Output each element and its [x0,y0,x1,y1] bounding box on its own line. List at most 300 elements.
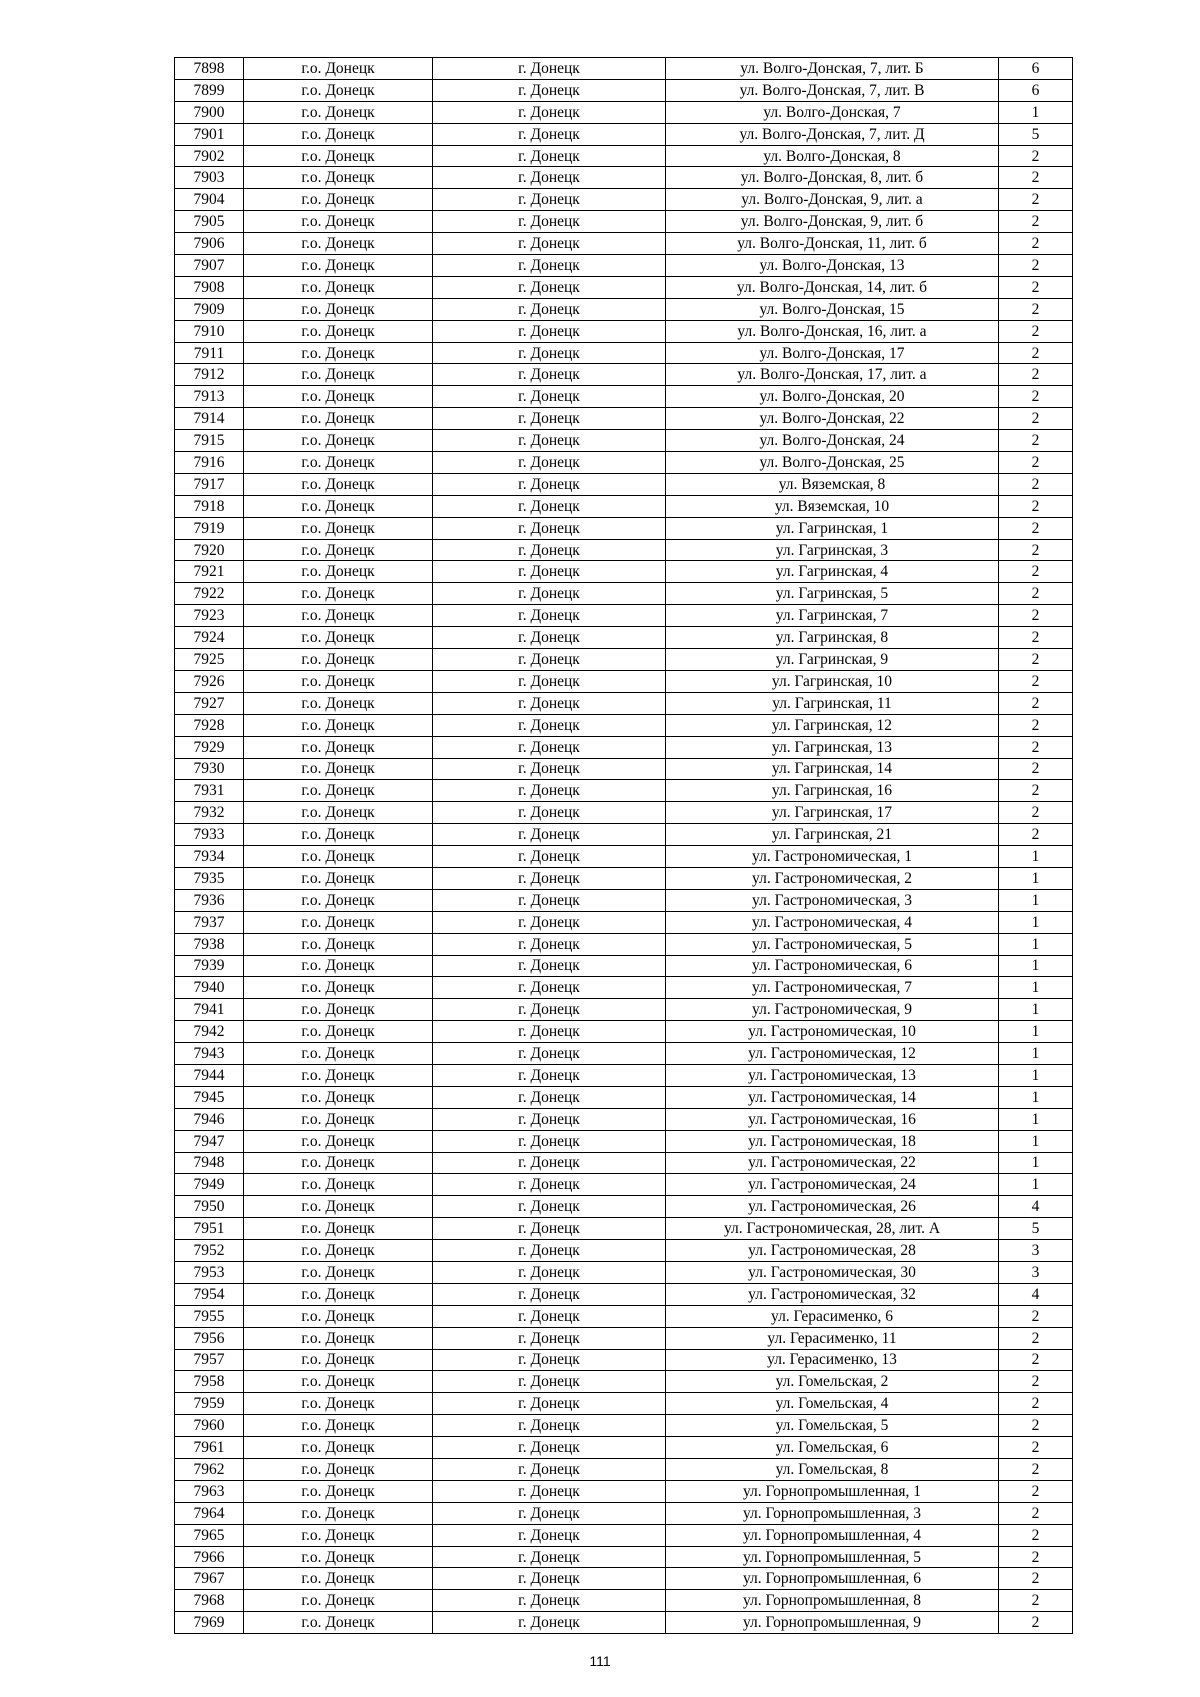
address-cell: ул. Гастрономическая, 13 [666,1064,999,1086]
row-number-cell: 7940 [175,977,244,999]
row-number-cell: 7915 [175,430,244,452]
city-cell: г. Донецк [433,1327,666,1349]
district-cell: г.о. Донецк [244,452,433,474]
row-number-cell: 7913 [175,386,244,408]
city-cell: г. Донецк [433,736,666,758]
table-row [175,911,1073,933]
district-cell: г.о. Донецк [244,714,433,736]
city-cell: г. Донецк [433,167,666,189]
row-number-cell: 7907 [175,255,244,277]
address-cell: ул. Гастрономическая, 30 [666,1261,999,1283]
table-row [175,58,1073,80]
address-cell: ул. Волго-Донская, 8 [666,145,999,167]
address-cell: ул. Волго-Донская, 24 [666,430,999,452]
row-number-cell: 7916 [175,452,244,474]
district-cell: г.о. Донецк [244,1021,433,1043]
address-cell: ул. Волго-Донская, 15 [666,298,999,320]
city-cell: г. Донецк [433,386,666,408]
value-cell: 1 [999,1130,1073,1152]
row-number-cell: 7961 [175,1437,244,1459]
table-row [175,386,1073,408]
row-number-cell: 7952 [175,1240,244,1262]
district-cell: г.о. Донецк [244,846,433,868]
city-cell: г. Донецк [433,298,666,320]
city-cell: г. Донецк [433,977,666,999]
city-cell: г. Донецк [433,145,666,167]
district-cell: г.о. Донецк [244,1196,433,1218]
table-row [175,867,1073,889]
district-cell: г.о. Донецк [244,692,433,714]
table-row [175,1349,1073,1371]
table-row [175,1393,1073,1415]
city-cell: г. Донецк [433,780,666,802]
table-row [175,1415,1073,1437]
address-cell: ул. Герасименко, 13 [666,1349,999,1371]
address-cell: ул. Волго-Донская, 9, лит. а [666,189,999,211]
address-cell: ул. Вяземская, 10 [666,495,999,517]
value-cell: 1 [999,933,1073,955]
address-cell: ул. Волго-Донская, 7 [666,101,999,123]
row-number-cell: 7950 [175,1196,244,1218]
value-cell: 2 [999,1502,1073,1524]
district-cell: г.о. Донецк [244,1086,433,1108]
row-number-cell: 7910 [175,320,244,342]
city-cell: г. Донецк [433,1612,666,1634]
address-cell: ул. Вяземская, 8 [666,473,999,495]
city-cell: г. Донецк [433,692,666,714]
table-row [175,1524,1073,1546]
value-cell: 3 [999,1261,1073,1283]
address-cell: ул. Волго-Донская, 25 [666,452,999,474]
value-cell: 1 [999,1021,1073,1043]
address-cell: ул. Волго-Донская, 7, лит. Д [666,123,999,145]
table-row [175,1261,1073,1283]
city-cell: г. Донецк [433,1174,666,1196]
value-cell: 2 [999,255,1073,277]
district-cell: г.о. Донецк [244,298,433,320]
row-number-cell: 7947 [175,1130,244,1152]
value-cell: 1 [999,1086,1073,1108]
city-cell: г. Донецк [433,58,666,80]
district-cell: г.о. Донецк [244,233,433,255]
district-cell: г.о. Донецк [244,1590,433,1612]
address-cell: ул. Волго-Донская, 22 [666,408,999,430]
table-row [175,473,1073,495]
city-cell: г. Донецк [433,364,666,386]
table-row [175,1612,1073,1634]
district-cell: г.о. Донецк [244,1174,433,1196]
value-cell: 1 [999,101,1073,123]
table-row [175,1568,1073,1590]
district-cell: г.о. Донецк [244,145,433,167]
city-cell: г. Донецк [433,430,666,452]
district-cell: г.о. Донецк [244,1459,433,1481]
city-cell: г. Донецк [433,1043,666,1065]
city-cell: г. Донецк [433,1130,666,1152]
row-number-cell: 7964 [175,1502,244,1524]
value-cell: 2 [999,758,1073,780]
district-cell: г.о. Донецк [244,736,433,758]
value-cell: 2 [999,430,1073,452]
address-cell: ул. Волго-Донская, 7, лит. В [666,79,999,101]
district-cell: г.о. Донецк [244,58,433,80]
table-row [175,1174,1073,1196]
table-row [175,561,1073,583]
table-row [175,189,1073,211]
row-number-cell: 7946 [175,1108,244,1130]
address-cell: ул. Гастрономическая, 3 [666,889,999,911]
row-number-cell: 7905 [175,211,244,233]
value-cell: 2 [999,714,1073,736]
row-number-cell: 7951 [175,1218,244,1240]
value-cell: 2 [999,1524,1073,1546]
address-cell: ул. Гастрономическая, 10 [666,1021,999,1043]
row-number-cell: 7956 [175,1327,244,1349]
district-cell: г.о. Донецк [244,1108,433,1130]
value-cell: 2 [999,736,1073,758]
table-row [175,145,1073,167]
table-row [175,1218,1073,1240]
city-cell: г. Донецк [433,1086,666,1108]
address-cell: ул. Гастрономическая, 26 [666,1196,999,1218]
city-cell: г. Донецк [433,517,666,539]
address-cell: ул. Гастрономическая, 4 [666,911,999,933]
row-number-cell: 7932 [175,802,244,824]
row-number-cell: 7941 [175,999,244,1021]
value-cell: 2 [999,649,1073,671]
row-number-cell: 7925 [175,649,244,671]
row-number-cell: 7945 [175,1086,244,1108]
district-cell: г.о. Донецк [244,933,433,955]
address-cell: ул. Гагринская, 9 [666,649,999,671]
address-cell: ул. Гастрономическая, 9 [666,999,999,1021]
table-row [175,692,1073,714]
table-row [175,670,1073,692]
address-cell: ул. Гагринская, 10 [666,670,999,692]
address-cell: ул. Гагринская, 12 [666,714,999,736]
table-row [175,452,1073,474]
address-cell: ул. Гагринская, 1 [666,517,999,539]
city-cell: г. Донецк [433,1283,666,1305]
row-number-cell: 7968 [175,1590,244,1612]
row-number-cell: 7911 [175,342,244,364]
address-cell: ул. Волго-Донская, 13 [666,255,999,277]
value-cell: 2 [999,1546,1073,1568]
city-cell: г. Донецк [433,1480,666,1502]
value-cell: 2 [999,1459,1073,1481]
value-cell: 5 [999,1218,1073,1240]
city-cell: г. Донецк [433,1393,666,1415]
address-cell: ул. Гагринская, 14 [666,758,999,780]
address-cell: ул. Гагринская, 17 [666,802,999,824]
value-cell: 2 [999,802,1073,824]
city-cell: г. Донецк [433,1568,666,1590]
row-number-cell: 7912 [175,364,244,386]
address-cell: ул. Гагринская, 21 [666,824,999,846]
table-row [175,1502,1073,1524]
value-cell: 2 [999,539,1073,561]
row-number-cell: 7937 [175,911,244,933]
table-row [175,1240,1073,1262]
row-number-cell: 7918 [175,495,244,517]
address-cell: ул. Волго-Донская, 16, лит. а [666,320,999,342]
district-cell: г.о. Донецк [244,670,433,692]
district-cell: г.о. Донецк [244,276,433,298]
district-cell: г.о. Донецк [244,320,433,342]
city-cell: г. Донецк [433,1305,666,1327]
address-cell: ул. Гагринская, 11 [666,692,999,714]
city-cell: г. Донецк [433,233,666,255]
district-cell: г.о. Донецк [244,255,433,277]
table-row [175,736,1073,758]
district-cell: г.о. Донецк [244,1261,433,1283]
district-cell: г.о. Донецк [244,1568,433,1590]
address-cell: ул. Гагринская, 3 [666,539,999,561]
district-cell: г.о. Донецк [244,101,433,123]
row-number-cell: 7906 [175,233,244,255]
district-cell: г.о. Донецк [244,364,433,386]
value-cell: 2 [999,1305,1073,1327]
district-cell: г.о. Донецк [244,1152,433,1174]
address-table [174,57,1073,1634]
row-number-cell: 7957 [175,1349,244,1371]
table-row [175,824,1073,846]
city-cell: г. Донецк [433,101,666,123]
value-cell: 2 [999,824,1073,846]
value-cell: 4 [999,1283,1073,1305]
city-cell: г. Донецк [433,1349,666,1371]
address-cell: ул. Гомельская, 5 [666,1415,999,1437]
table-row [175,889,1073,911]
row-number-cell: 7904 [175,189,244,211]
value-cell: 2 [999,1612,1073,1634]
table-row [175,1108,1073,1130]
district-cell: г.о. Донецк [244,1502,433,1524]
value-cell: 1 [999,846,1073,868]
value-cell: 2 [999,276,1073,298]
city-cell: г. Донецк [433,320,666,342]
page-number: 111 [589,1653,611,1669]
city-cell: г. Донецк [433,824,666,846]
row-number-cell: 7930 [175,758,244,780]
value-cell: 2 [999,1371,1073,1393]
row-number-cell: 7962 [175,1459,244,1481]
district-cell: г.о. Донецк [244,495,433,517]
district-cell: г.о. Донецк [244,758,433,780]
row-number-cell: 7914 [175,408,244,430]
row-number-cell: 7921 [175,561,244,583]
address-cell: ул. Гагринская, 7 [666,605,999,627]
table-row [175,276,1073,298]
city-cell: г. Донецк [433,889,666,911]
value-cell: 1 [999,1043,1073,1065]
row-number-cell: 7965 [175,1524,244,1546]
district-cell: г.о. Донецк [244,342,433,364]
row-number-cell: 7960 [175,1415,244,1437]
city-cell: г. Донецк [433,758,666,780]
address-cell: ул. Гастрономическая, 7 [666,977,999,999]
district-cell: г.о. Донецк [244,1327,433,1349]
table-row [175,408,1073,430]
row-number-cell: 7926 [175,670,244,692]
row-number-cell: 7903 [175,167,244,189]
address-cell: ул. Гастрономическая, 28, лит. А [666,1218,999,1240]
row-number-cell: 7958 [175,1371,244,1393]
address-cell: ул. Волго-Донская, 17 [666,342,999,364]
address-cell: ул. Гомельская, 6 [666,1437,999,1459]
city-cell: г. Донецк [433,670,666,692]
table-row [175,1437,1073,1459]
row-number-cell: 7967 [175,1568,244,1590]
value-cell: 2 [999,473,1073,495]
row-number-cell: 7959 [175,1393,244,1415]
value-cell: 2 [999,408,1073,430]
district-cell: г.о. Донецк [244,1283,433,1305]
value-cell: 2 [999,1480,1073,1502]
row-number-cell: 7908 [175,276,244,298]
table-row [175,1196,1073,1218]
row-number-cell: 7933 [175,824,244,846]
city-cell: г. Донецк [433,123,666,145]
district-cell: г.о. Донецк [244,1546,433,1568]
value-cell: 1 [999,1064,1073,1086]
value-cell: 2 [999,167,1073,189]
table-row [175,255,1073,277]
district-cell: г.о. Донецк [244,211,433,233]
value-cell: 2 [999,342,1073,364]
row-number-cell: 7902 [175,145,244,167]
value-cell: 2 [999,298,1073,320]
value-cell: 2 [999,145,1073,167]
row-number-cell: 7943 [175,1043,244,1065]
district-cell: г.о. Донецк [244,1480,433,1502]
value-cell: 2 [999,452,1073,474]
row-number-cell: 7935 [175,867,244,889]
row-number-cell: 7901 [175,123,244,145]
row-number-cell: 7969 [175,1612,244,1634]
district-cell: г.о. Донецк [244,977,433,999]
city-cell: г. Донецк [433,1590,666,1612]
value-cell: 1 [999,867,1073,889]
row-number-cell: 7900 [175,101,244,123]
city-cell: г. Донецк [433,1524,666,1546]
city-cell: г. Донецк [433,189,666,211]
city-cell: г. Донецк [433,276,666,298]
city-cell: г. Донецк [433,627,666,649]
row-number-cell: 7917 [175,473,244,495]
row-number-cell: 7898 [175,58,244,80]
table-row [175,1305,1073,1327]
table-row [175,1064,1073,1086]
district-cell: г.о. Донецк [244,889,433,911]
value-cell: 2 [999,605,1073,627]
district-cell: г.о. Донецк [244,802,433,824]
city-cell: г. Донецк [433,1415,666,1437]
value-cell: 2 [999,561,1073,583]
district-cell: г.о. Донецк [244,1437,433,1459]
city-cell: г. Донецк [433,1502,666,1524]
district-cell: г.о. Донецк [244,79,433,101]
value-cell: 2 [999,364,1073,386]
district-cell: г.о. Донецк [244,473,433,495]
address-cell: ул. Гастрономическая, 22 [666,1152,999,1174]
address-cell: ул. Гастрономическая, 2 [666,867,999,889]
row-number-cell: 7966 [175,1546,244,1568]
city-cell: г. Донецк [433,955,666,977]
address-cell: ул. Гастрономическая, 16 [666,1108,999,1130]
table-row [175,1480,1073,1502]
address-cell: ул. Волго-Донская, 7, лит. Б [666,58,999,80]
value-cell: 2 [999,1393,1073,1415]
row-number-cell: 7953 [175,1261,244,1283]
district-cell: г.о. Донецк [244,1305,433,1327]
row-number-cell: 7939 [175,955,244,977]
table-row [175,1021,1073,1043]
city-cell: г. Донецк [433,1064,666,1086]
row-number-cell: 7922 [175,583,244,605]
value-cell: 2 [999,583,1073,605]
table-row [175,1152,1073,1174]
address-cell: ул. Горнопромышленная, 1 [666,1480,999,1502]
table-row [175,583,1073,605]
address-cell: ул. Гомельская, 4 [666,1393,999,1415]
value-cell: 2 [999,627,1073,649]
address-cell: ул. Гомельская, 2 [666,1371,999,1393]
district-cell: г.о. Донецк [244,123,433,145]
value-cell: 1 [999,999,1073,1021]
district-cell: г.о. Донецк [244,1371,433,1393]
value-cell: 2 [999,495,1073,517]
address-cell: ул. Гастрономическая, 28 [666,1240,999,1262]
row-number-cell: 7955 [175,1305,244,1327]
value-cell: 1 [999,889,1073,911]
table-row [175,298,1073,320]
district-cell: г.о. Донецк [244,1612,433,1634]
address-cell: ул. Гагринская, 13 [666,736,999,758]
address-cell: ул. Волго-Донская, 11, лит. б [666,233,999,255]
table-row [175,430,1073,452]
district-cell: г.о. Донецк [244,583,433,605]
row-number-cell: 7963 [175,1480,244,1502]
address-cell: ул. Гагринская, 16 [666,780,999,802]
city-cell: г. Донецк [433,649,666,671]
table-row [175,1043,1073,1065]
city-cell: г. Донецк [433,846,666,868]
district-cell: г.о. Донецк [244,999,433,1021]
table-row [175,79,1073,101]
city-cell: г. Донецк [433,999,666,1021]
table-row [175,101,1073,123]
address-cell: ул. Гагринская, 8 [666,627,999,649]
district-cell: г.о. Донецк [244,561,433,583]
district-cell: г.о. Донецк [244,824,433,846]
address-cell: ул. Гомельская, 8 [666,1459,999,1481]
district-cell: г.о. Донецк [244,1240,433,1262]
address-cell: ул. Гастрономическая, 14 [666,1086,999,1108]
table-row [175,364,1073,386]
city-cell: г. Донецк [433,79,666,101]
address-cell: ул. Герасименко, 11 [666,1327,999,1349]
city-cell: г. Донецк [433,1261,666,1283]
table-row [175,1283,1073,1305]
value-cell: 2 [999,692,1073,714]
city-cell: г. Донецк [433,342,666,364]
city-cell: г. Донецк [433,1459,666,1481]
city-cell: г. Донецк [433,452,666,474]
row-number-cell: 7931 [175,780,244,802]
value-cell: 2 [999,1590,1073,1612]
table-row [175,802,1073,824]
